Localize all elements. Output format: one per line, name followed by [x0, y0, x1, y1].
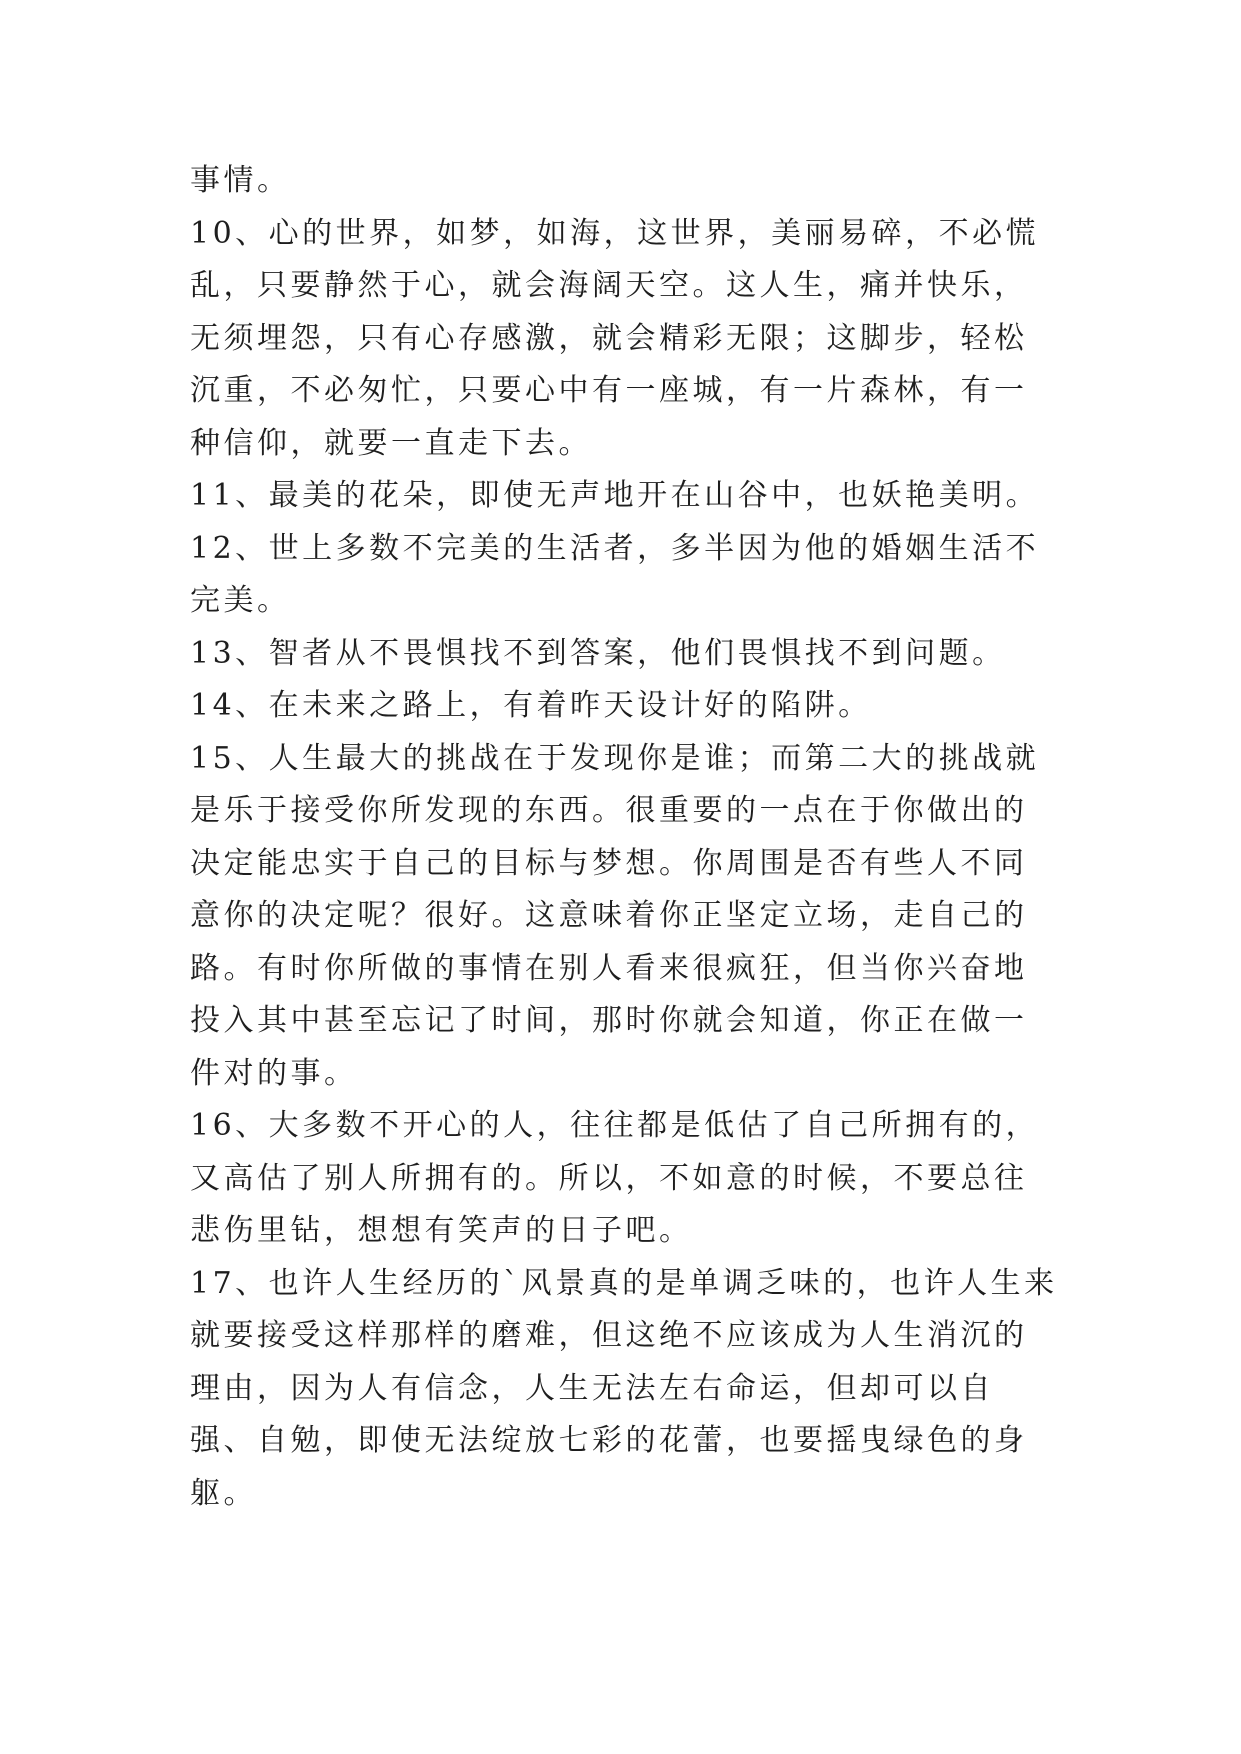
document-body — [190, 155, 1060, 1520]
quote-item-10: 10、心的世界，如梦，如海，这世界，美丽易碎，不必慌乱，只要静然于心，就会海阔天空。这人生，痛并快乐，无须埋怨，只有心存感激，就会精彩无限；这脚步，轻松沉重，不必匆忙，只要心中有一座城，有一片森林，有一种信仰，就要一直走下去。 — [190, 215, 1040, 461]
paragraph-continuation: 事情。 — [190, 163, 291, 198]
quote-item-13: 13、智者从不畏惧找不到答案，他们畏惧找不到问题。 — [190, 635, 1006, 671]
quote-item-12: 12、世上多数不完美的生活者，多半因为他的婚姻生活不完美。 — [190, 530, 1040, 618]
quote-item-14: 14、在未来之路上，有着昨天设计好的陷阱。 — [190, 688, 872, 723]
quote-item-16: 16、大多数不开心的人，往往都是低估了自己所拥有的，又高估了别人所拥有的。所以，不如意的时候，不要总往悲伤里钻，想想有笑声的日子吧。 — [190, 1108, 1040, 1248]
quote-item-11: 11、最美的花朵，即使无声地开在山谷中，也妖艳美明。 — [190, 478, 1040, 513]
quote-item-15: 15、人生最大的挑战在于发现你是谁；而第二大的挑战就是乐于接受你所发现的东西。很重要的一点在于你做出的决定能忠实于自己的目标与梦想。你周围是否有些人不同意你的决定呢？很好。这意味着你正坚定立场，走自己的路。有时你所做的事情在别人看来很疯狂，但当你兴奋地投入其中甚至忘记了时间，那时你就会知道，你正在做一件对的事。 — [190, 740, 1040, 1091]
quote-item-17: 17、也许人生经历的`风景真的是单调乏味的，也许人生来就要接受这样那样的磨难，但这绝不应该成为人生消沉的理由，因为人有信念，人生无法左右命运，但却可以自强、自勉，即使无法绽放七彩的花蕾，也要摇曳绿色的身躯。 — [190, 1265, 1058, 1511]
